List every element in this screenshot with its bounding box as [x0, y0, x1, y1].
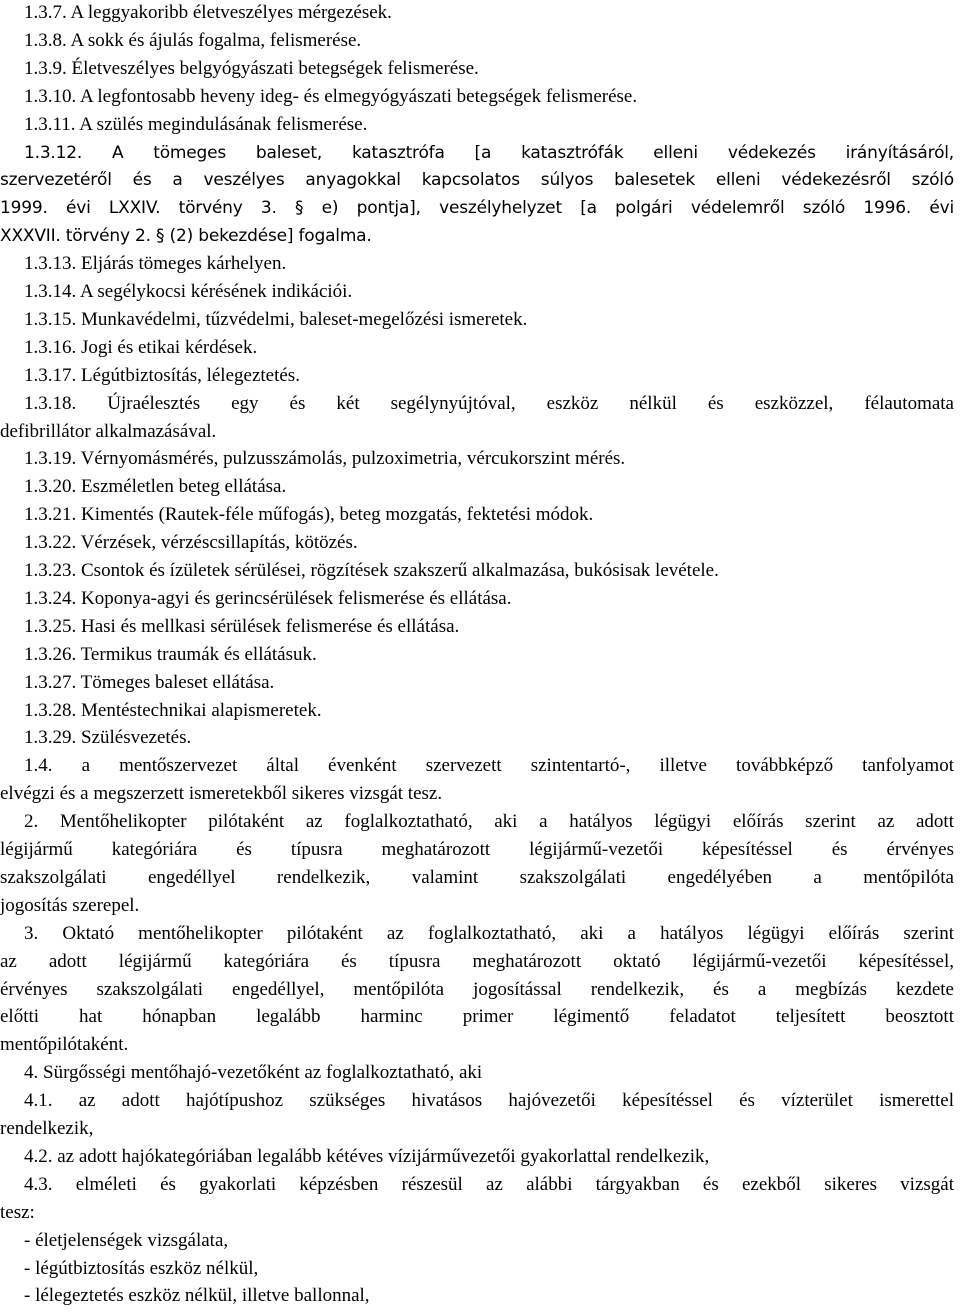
text-line: 1.3.22. Vérzések, vérzéscsillapítás, kötözés.: [24, 532, 358, 554]
text-line: 1.3.23. Csontok és ízületek sérülései, rögzítések szakszerű alkalmazása, bukósisak levétele.: [24, 560, 719, 581]
text-line: 4.3. elméleti és gyakorlati képzésben részesül az alábbi tárgyakban és ezekből sikeres vizsgát: [24, 1173, 954, 1195]
text-line: 1.3.14. A segélykocsi kérésének indikációi.: [24, 281, 353, 302]
text-line: 4.1. az adott hajótípushoz szükséges hivatásos hajóvezetői képesítéssel és vízterület ismerettel: [24, 1090, 954, 1112]
text-line: 1.3.10. A legfontosabb heveny ideg- és elmegyógyászati betegségek felismerése.: [24, 85, 638, 107]
text-line: 1.3.13. Eljárás tömeges kárhelyen.: [24, 253, 287, 275]
text-line: - életjelenségek vizsgálata,: [24, 1229, 229, 1251]
text-line: 2. Mentőhelikopter pilótaként az foglalkoztatható, aki a hatályos légügyi előírás szerint az adott: [24, 811, 954, 833]
text-line: 1.3.15. Munkavédelmi, tűzvédelmi, baleset-megelőzési ismeretek.: [24, 308, 528, 330]
text-line: 1.3.9. Életveszélyes belgyógyászati betegségek felismerése.: [24, 57, 479, 79]
text-line: defibrillátor alkalmazásával.: [0, 420, 217, 442]
text-line: 4.2. az adott hajókategóriában legalább kétéves vízijárművezetői gyakorlattal rendelkezik,: [24, 1145, 710, 1167]
text-line: 1.3.26. Termikus traumák és ellátásuk.: [24, 643, 317, 665]
text-line: az adott légijármű kategóriára és típusra meghatározott oktató légijármű-vezetői képesítéssel,: [0, 950, 954, 972]
text-line: jogosítás szerepel.: [0, 894, 140, 916]
text-line: 1.3.16. Jogi és etikai kérdések.: [24, 336, 258, 358]
text-line: 1.3.17. Légútbiztosítás, lélegeztetés.: [24, 364, 300, 386]
text-line: 1.3.27. Tömeges baleset ellátása.: [24, 671, 275, 693]
text-line: 1.3.20. Eszméletlen beteg ellátása.: [24, 476, 287, 498]
text-line: tesz:: [0, 1201, 35, 1223]
text-line: 3. Oktató mentőhelikopter pilótaként az foglalkoztatható, aki a hatályos légügyi előírás szerint: [24, 922, 954, 944]
text-line: előtti hat hónapban legalább harminc primer légimentő feladatot teljesített beosztott: [0, 1006, 954, 1028]
text-line: szervezetéről és a veszélyes anyagokkal kapcsolatos súlyos balesetek elleni védekezésről szóló: [0, 170, 954, 191]
text-line: - lélegeztetés eszköz nélkül, illetve ballonnal,: [24, 1285, 370, 1307]
text-line: érvényes szakszolgálati engedéllyel, mentőpilóta jogosítással rendelkezik, és a megbízás kezdete: [0, 978, 954, 1000]
text-line: 1.4. a mentőszervezet által évenként szervezett szintentartó-, illetve továbbképző tanfolyamot: [24, 755, 954, 777]
text-line: 1.3.28. Mentéstechnikai alapismeretek.: [24, 699, 322, 721]
text-line: - légútbiztosítás eszköz nélkül,: [24, 1257, 259, 1279]
text-line: 1.3.12. A tömeges baleset, katasztrófa [a katasztrófák elleni védekezés irányításáról,: [24, 142, 954, 163]
text-line: 1.3.24. Koponya-agyi és gerincsérülések felismerése és ellátása.: [24, 587, 512, 609]
text-line: 1.3.29. Szülésvezetés.: [24, 727, 192, 749]
text-line: légijármű kategóriára és típusra meghatározott légijármű-vezetői képesítéssel és érvényes: [0, 839, 954, 860]
text-line: XXXVII. törvény 2. § (2) bekezdése] fogalma.: [0, 226, 372, 247]
text-line: 1.3.7. A leggyakoribb életveszélyes mérgezések.: [24, 2, 392, 23]
text-line: 1.3.8. A sokk és ájulás fogalma, felismerése.: [24, 29, 362, 51]
text-line: 1.3.25. Hasi és mellkasi sérülések felismerése és ellátása.: [24, 615, 460, 637]
text-line: elvégzi és a megszerzett ismeretekből sikeres vizsgát tesz.: [0, 783, 443, 805]
text-line: mentőpilótaként.: [0, 1034, 129, 1056]
text-line: szakszolgálati engedéllyel rendelkezik, valamint szakszolgálati engedélyében a mentőpilóta: [0, 866, 954, 888]
text-line: 4. Sürgősségi mentőhajó-vezetőként az foglalkoztatható, aki: [24, 1062, 483, 1084]
text-line: 1.3.18. Újraélesztés egy és két segélynyújtóval, eszköz nélkül és eszközzel, félautomata: [24, 392, 954, 414]
text-line: 1.3.19. Vérnyomásmérés, pulzusszámolás, pulzoximetria, vércukorszint mérés.: [24, 448, 626, 470]
text-line: 1999. évi LXXIV. törvény 3. § e) pontja], veszélyhelyzet [a polgári védelemről szóló 1996. évi: [0, 198, 954, 219]
text-line: rendelkezik,: [0, 1118, 94, 1139]
text-line: 1.3.11. A szülés megindulásának felismerése.: [24, 113, 368, 135]
text-line: 1.3.21. Kimentés (Rautek-féle műfogás), beteg mozgatás, fektetési módok.: [24, 504, 594, 526]
